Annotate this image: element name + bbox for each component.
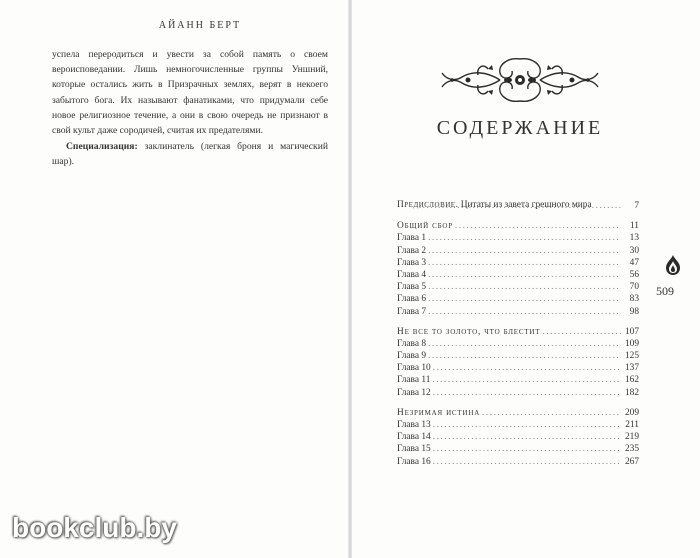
toc-chapter-row[interactable] — [397, 374, 639, 386]
toc-leader — [433, 362, 621, 374]
flame-fleuron-icon — [662, 254, 684, 276]
toc-chapter-label: Глава 6 — [397, 294, 427, 305]
toc-chapter-label: Глава 4 — [397, 269, 427, 280]
floral-ornament-icon — [438, 53, 602, 107]
toc-part-title: Незримая истина — [397, 407, 481, 418]
toc-chapter-row[interactable] — [397, 443, 639, 455]
toc-chapter-label: Глава 2 — [397, 245, 427, 256]
watermark: bookclub.by — [12, 512, 177, 543]
toc-chapter-row[interactable] — [397, 338, 639, 350]
toc-leader — [433, 456, 621, 468]
toc-chapter-label: Глава 16 — [397, 456, 431, 467]
toc-chapter-row[interactable] — [397, 350, 639, 362]
toc-chapter-row[interactable] — [397, 419, 639, 431]
toc-part-row[interactable] — [397, 220, 639, 232]
toc-chapter-label: Глава 15 — [397, 444, 431, 455]
toc-page-number: 47 — [629, 257, 639, 268]
toc-preface-title: Цитаты из завета грешного мира — [458, 200, 592, 210]
body-paragraph: успела переродиться и увести за собой память о своем вероисповедании. Лишь немногочисленные группы Уншний, которые остались жить в Призрачных землях, верят в некоего забытого бога. Их называют фанатиками, что придумали себе новое религиозное течение, а они в свою очередь не признают в свой культ даже сородичей, считая их предателями. — [52, 49, 328, 137]
page-number: 509 — [656, 284, 674, 298]
toc-chapter-row[interactable] — [397, 293, 639, 305]
toc-page-number: 182 — [624, 387, 639, 398]
toc-chapter-row[interactable] — [397, 387, 639, 399]
toc-chapter-label: Глава 12 — [397, 387, 431, 398]
toc-chapter-label: Глава 14 — [397, 432, 431, 443]
toc-chapter-label: Глава 13 — [397, 420, 431, 430]
toc-preface-row[interactable] — [397, 200, 639, 212]
toc-page-number: 11 — [629, 221, 639, 232]
toc-leader — [428, 306, 621, 318]
toc-chapter-label: Глава 10 — [397, 363, 431, 374]
toc-page-number: 211 — [625, 420, 639, 430]
toc-page-number: 209 — [624, 407, 639, 418]
toc-chapter-label: Глава 1 — [397, 233, 427, 244]
toc-leader — [428, 232, 621, 244]
running-head: АЙАНН БЕРТ — [158, 20, 242, 31]
toc-chapter-row[interactable] — [397, 431, 639, 443]
toc-chapter-label: Глава 8 — [397, 338, 427, 349]
toc-page-number: 13 — [629, 233, 639, 244]
toc-chapter-label: Глава 5 — [397, 282, 427, 293]
toc-page-number: 137 — [624, 363, 639, 374]
toc-chapter-label: Глава 3 — [397, 257, 427, 268]
toc-chapter-label: Глава 11 — [397, 375, 431, 386]
toc-leader — [482, 407, 621, 419]
toc-leader — [428, 269, 621, 281]
toc-leader — [433, 443, 621, 455]
toc-leader — [428, 257, 621, 269]
toc-leader — [433, 431, 621, 443]
toc-page-number: 219 — [624, 432, 639, 443]
toc-chapter-row[interactable] — [397, 281, 639, 293]
toc-part-title: Общий сбор — [397, 221, 453, 232]
toc-leader — [455, 220, 621, 232]
toc-part-row[interactable] — [397, 407, 639, 419]
toc-leader — [428, 293, 621, 305]
toc-chapter-label: Глава 9 — [397, 351, 427, 362]
toc-part-title: Не все то золото, что блестит — [397, 326, 541, 337]
toc-page-number: 267 — [624, 456, 639, 467]
toc-leader — [433, 419, 621, 431]
toc-page-number: 235 — [624, 444, 639, 455]
specialization-paragraph — [52, 139, 328, 169]
toc-page-number: 125 — [624, 351, 639, 362]
toc-chapter-row[interactable] — [397, 232, 639, 244]
toc-page-number: 70 — [629, 282, 639, 293]
toc-leader — [428, 281, 621, 293]
toc-leader — [433, 387, 621, 399]
specialization-text: заклинатель (легкая броня и магический шар). — [52, 141, 328, 168]
toc-chapter-row[interactable] — [397, 269, 639, 281]
toc-page-number: 7 — [634, 201, 639, 211]
specialization-label: Специализация: — [66, 141, 138, 153]
toc-chapter-label: Глава 7 — [397, 306, 427, 317]
toc-preface-label: Предисловие. — [397, 200, 459, 210]
toc-page-number: 83 — [629, 294, 639, 305]
toc-leader — [432, 374, 621, 386]
toc-page-number: 30 — [629, 245, 639, 256]
toc-chapter-row[interactable] — [397, 257, 639, 269]
toc-leader — [419, 200, 621, 212]
toc-chapter-row[interactable] — [397, 306, 639, 318]
toc-leader — [428, 350, 621, 362]
toc-page-number: 98 — [629, 306, 639, 317]
toc-leader — [428, 245, 621, 257]
book-gutter — [348, 0, 352, 558]
toc-leader — [428, 338, 621, 350]
toc-page-number: 56 — [629, 269, 639, 280]
toc-page-number: 107 — [624, 326, 639, 337]
toc-page-number: 162 — [624, 375, 639, 386]
toc-title: СОДЕРЖАНИЕ — [436, 117, 604, 139]
toc-page-number: 109 — [624, 338, 639, 349]
table-of-contents — [397, 200, 639, 468]
toc-part-row[interactable] — [397, 326, 639, 338]
toc-chapter-row[interactable] — [397, 362, 639, 374]
toc-chapter-row[interactable] — [397, 245, 639, 257]
left-page-body — [52, 47, 328, 170]
toc-leader — [542, 326, 621, 338]
toc-chapter-row[interactable] — [397, 456, 639, 468]
